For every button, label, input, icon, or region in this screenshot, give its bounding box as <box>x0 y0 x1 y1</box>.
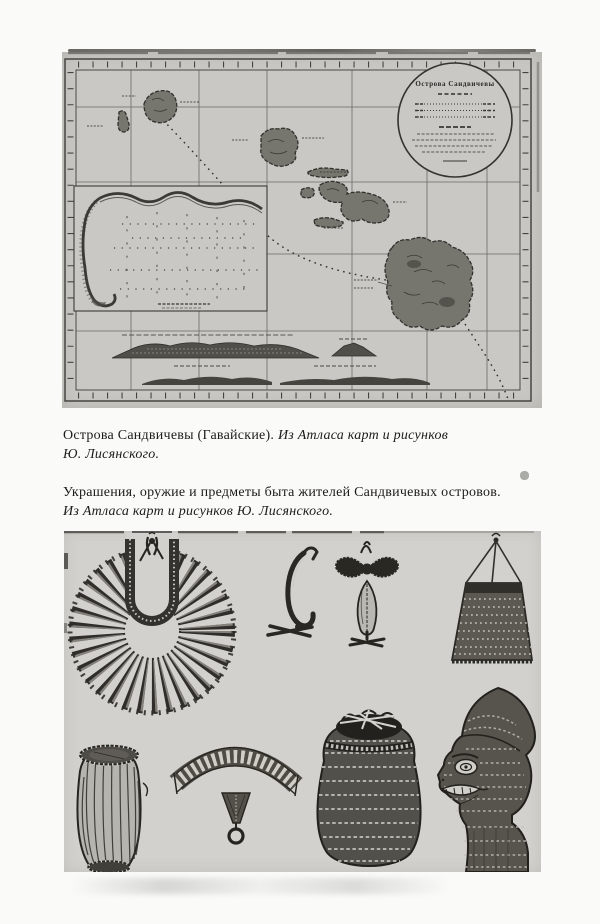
island-lanai <box>301 188 314 198</box>
map-of-sandwich-islands <box>62 52 542 408</box>
island-oahu <box>261 128 298 166</box>
profile-silhouette-large <box>112 343 319 358</box>
profile-silhouette-row2-right <box>280 377 430 385</box>
scan-blob <box>64 553 68 569</box>
artifacts-figure <box>64 531 541 872</box>
island-kahoolawe <box>314 218 343 228</box>
caption-map-line1 <box>63 426 533 445</box>
feather-tuft-pendant <box>336 542 398 646</box>
cartouche-title: Острова Сандвичевы <box>415 80 495 88</box>
island-hawaii <box>385 237 473 330</box>
coastal-profiles <box>112 335 430 385</box>
inset-harbor-plan <box>74 186 267 311</box>
island-maui <box>319 181 389 223</box>
island-kauai <box>144 91 177 123</box>
scan-smudge-strip <box>70 878 450 894</box>
feather-lei-collar <box>70 533 234 714</box>
island-molokai <box>308 168 348 178</box>
artifacts-plate <box>64 531 541 872</box>
caption-artifacts-line1: Украшения, оружие и предметы быта жителей Сандвичевых островов. <box>63 485 501 500</box>
drum-vessel <box>77 746 147 873</box>
caption-map-regular: Острова Сандвичевы (Гавайские). <box>63 428 275 443</box>
caption-map-line2: Ю. Лисянского. <box>63 447 160 462</box>
profile-silhouette-row2-left <box>142 377 272 385</box>
woven-basket <box>318 710 421 866</box>
map-figure <box>62 52 542 408</box>
cartouche <box>398 63 512 177</box>
caption-artifacts-line2: Из Атласа карт и рисунков Ю. Лисянского. <box>63 504 334 519</box>
pendant-ring <box>229 829 243 843</box>
crescent-pendant <box>174 747 298 843</box>
island-niihau <box>118 111 129 132</box>
scan-smudge-dot <box>520 471 529 480</box>
fishhook <box>268 548 317 636</box>
profile-silhouette-small <box>332 343 376 356</box>
caption-artifacts <box>63 483 533 521</box>
woven-pouch <box>452 534 532 663</box>
caption-map <box>63 426 533 464</box>
caption-map-italic: Из Атласа карт и рисунков <box>277 428 449 443</box>
helmeted-head-figure <box>438 688 535 872</box>
